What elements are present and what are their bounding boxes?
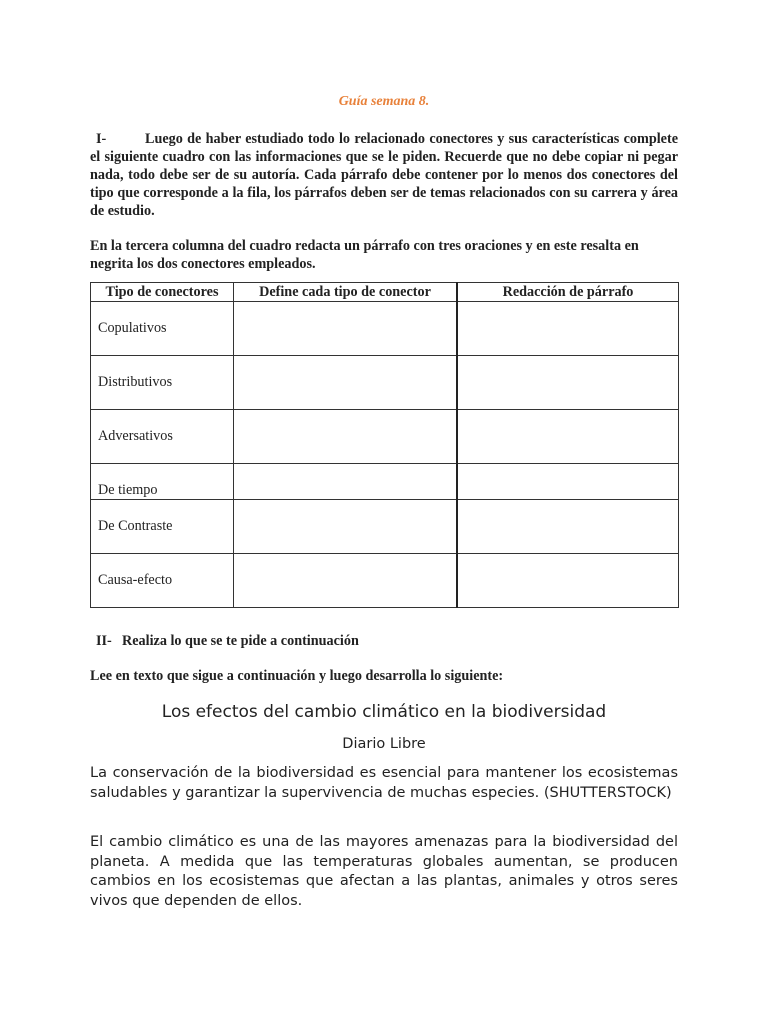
section2-heading — [96, 633, 359, 650]
article-source: Diario Libre — [342, 736, 426, 752]
table-row — [91, 464, 679, 500]
row-label-adversativos: Adversativos — [91, 410, 234, 464]
row-label-distributivos: Distributivos — [91, 356, 234, 410]
row-label-de-tiempo: De tiempo — [91, 464, 234, 500]
define-cell[interactable] — [234, 356, 458, 410]
table-row — [91, 554, 679, 608]
header-define: Define cada tipo de conector — [234, 283, 458, 302]
redaccion-cell[interactable] — [457, 410, 679, 464]
section2-lead: Lee en texto que sigue a continuación y luego desarrolla lo siguiente: — [90, 668, 504, 684]
section2-title: Realiza lo que se te pide a continuación — [122, 633, 359, 649]
article-paragraph-1: La conservación de la biodiversidad es esencial para mantener los ecosistemas saludables y garantizar la supervivencia de muchas especies. (SHUTTERSTOCK) — [90, 765, 678, 801]
section1-text: Luego de haber estudiado todo lo relacionado conectores y sus características complete el siguiente cuadro con las informaciones que se le piden. Recuerde que no debe copiar ni pegar nada, todo debe ser de su autoría. Cada párrafo debe contener por lo menos dos conectores del tipo que corresponde a la fila, los párrafos deben ser de temas relacionados con su carrera y área de estudio. — [90, 131, 678, 219]
table-row — [91, 356, 679, 410]
redaccion-cell[interactable] — [457, 356, 679, 410]
define-cell[interactable] — [234, 410, 458, 464]
article-title: Los efectos del cambio climático en la biodiversidad — [161, 702, 607, 722]
header-tipo: Tipo de conectores — [91, 283, 234, 302]
section1-instructions-2: En la tercera columna del cuadro redacta un párrafo con tres oraciones y en este resalta en negrita los dos conectores empleados. — [90, 238, 639, 272]
define-cell[interactable] — [234, 302, 458, 356]
connectors-table — [90, 282, 679, 608]
article-paragraph-2: El cambio climático es una de las mayores amenazas para la biodiversidad del planeta. A medida que las temperaturas globales aumentan, se producen cambios en los ecosistemas que afectan a las plantas, animales y otros seres vivos que dependen de ellos. — [90, 834, 678, 909]
table-header-row — [91, 283, 679, 302]
section1-instructions — [90, 130, 678, 220]
redaccion-cell[interactable] — [457, 464, 679, 500]
section2-number: II- — [96, 633, 112, 649]
define-cell[interactable] — [234, 554, 458, 608]
guide-title: Guía semana 8. — [338, 94, 430, 109]
redaccion-cell[interactable] — [457, 500, 679, 554]
table-row — [91, 410, 679, 464]
define-cell[interactable] — [234, 464, 458, 500]
row-label-copulativos: Copulativos — [91, 302, 234, 356]
redaccion-cell[interactable] — [457, 302, 679, 356]
section1-number: I- — [96, 131, 107, 147]
table-row — [91, 500, 679, 554]
header-redaccion: Redacción de párrafo — [457, 283, 679, 302]
redaccion-cell[interactable] — [457, 554, 679, 608]
define-cell[interactable] — [234, 500, 458, 554]
row-label-de-contraste: De Contraste — [91, 500, 234, 554]
row-label-causa-efecto: Causa-efecto — [91, 554, 234, 608]
table-row — [91, 302, 679, 356]
